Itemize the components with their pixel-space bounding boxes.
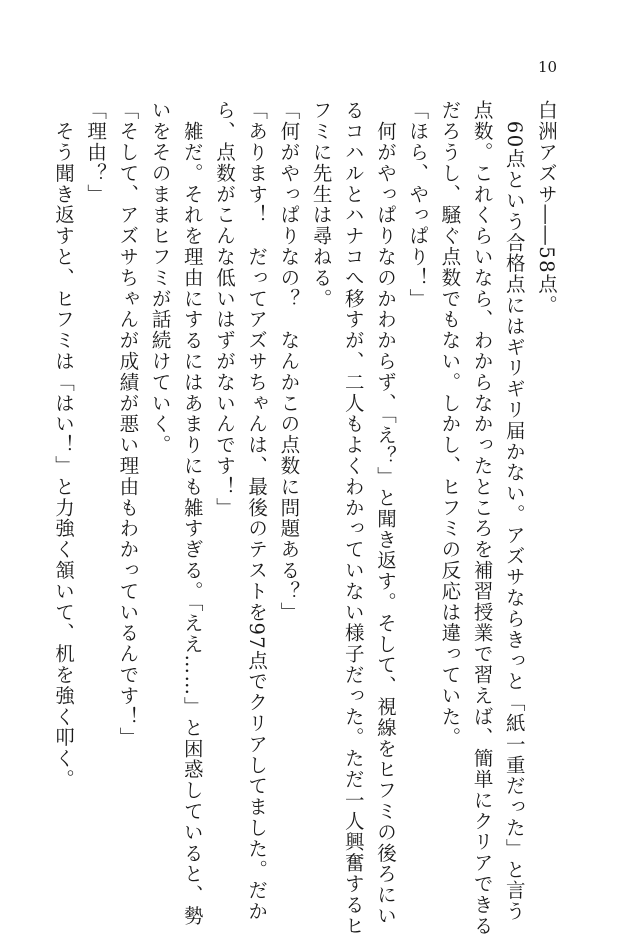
text-line: 60点という合格点にはギリギリ届かない。アズサならきっと「紙一重だった」と言う <box>502 100 526 922</box>
text-line: そう聞き返すと、ヒフミは「はい！」と力強く頷いて、机を強く叩く。 <box>51 100 75 790</box>
text-line: 雑だ。それを理由にするにはあまりにも雑すぎる。「ええ……」と困惑していると、勢 <box>180 100 204 927</box>
text-line: 白洲アズサ――58点。 <box>535 100 558 316</box>
text-line: ら、点数がこんな低いはずがないんです！」 <box>212 100 236 518</box>
text-line: るコハルとハナコへ移すが、二人もよくわかっていない様子だった。ただ一人興奮するヒ <box>341 100 365 936</box>
text-line: 「何がやっぱりなの？ なんかこの点数に問題ある？」 <box>277 100 301 623</box>
text-line: 点数。これくらいなら、わからなかったところを補習授業で習えば、簡単にクリアできる <box>470 100 494 936</box>
page-number: 10 <box>538 58 558 76</box>
text-line: いをそのままヒフミが話続けていく。 <box>148 100 172 456</box>
body-text <box>51 100 562 936</box>
text-line: 「あります！ だってアズサちゃんは、最後のテストを97点でクリアしてました。だか <box>245 100 269 922</box>
text-line: だろうし、騒ぐ点数でもない。しかし、ヒフミの反応は違っていた。 <box>438 100 462 748</box>
text-line: 「ほら、やっぱり！」 <box>406 100 430 309</box>
text-line: 「理由？」 <box>84 100 108 205</box>
text-line: 何がやっぱりなのかわからず、「え？」と聞き返す。そして、視線をヒフミの後ろにい <box>373 100 397 927</box>
text-line: フミに先生は尋ねる。 <box>309 100 333 309</box>
text-line: 「そして、アズサちゃんが成績が悪い理由もわかっているんです！」 <box>116 100 140 748</box>
